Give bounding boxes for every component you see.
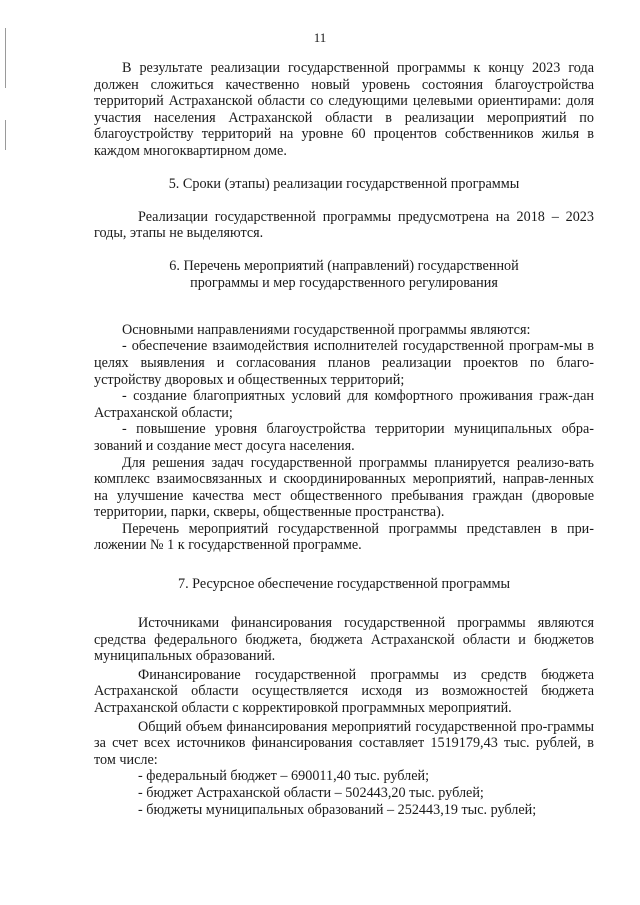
list-item: - бюджеты муниципальных образований – 252443,19 тыс. рублей; — [138, 801, 537, 818]
list-item: - повышение уровня благоустройства территории муниципальных обра-зований и создание мест досуга населения. — [94, 421, 594, 454]
list-item: - создание благоприятных условий для комфортного проживания граж-дан Астраханской области; — [94, 388, 594, 421]
section-heading: 5. Сроки (этапы) реализации государственной программы — [168, 175, 520, 192]
paragraph: Для решения задач государственной программы планируется реализо-вать комплекс взаимосвязанных и скоординированных мероприятий, направ-ленных на улучшение качества мест общественного пребывания граждан (дворовые территории, парки, скверы, общественные пространства). — [94, 454, 594, 521]
paragraph: Источниками финансирования государственной программы являются средства федерального бюджета, бюджета Астраханской области и бюджетов муниципальных образований. — [94, 615, 594, 665]
section-heading: 6. Перечень мероприятий (направлений) государственной программы и мер государственного регулирования — [169, 257, 519, 291]
paragraph: Реализации государственной программы предусмотрена на 2018 – 2023 годы, этапы не выделяются. — [94, 208, 594, 242]
paragraph: Основными направлениями государственной программы являются: — [122, 321, 531, 338]
scan-edge-mark — [5, 120, 6, 150]
paragraph: Перечень мероприятий государственной программы представлен в при-ложении № 1 к государственной программе. — [94, 520, 594, 554]
list-item: - федеральный бюджет – 690011,40 тыс. рублей; — [138, 768, 430, 785]
document-body — [94, 60, 594, 818]
section-heading: 7. Ресурсное обеспечение государственной программы — [177, 576, 511, 593]
paragraph: В результате реализации государственной программы к концу 2023 года должен сложиться качественно новый уровень состояния благоустройства территорий Астраханской области со следующими целевыми ориентирами: доля участия населения Астраханской области в реализации мероприятий по благоустройству территорий на уровне 60 процентов собственников жилья в каждом многоквартирном доме. — [94, 60, 594, 159]
paragraph: Общий объем финансирования мероприятий государственной про-граммы за счет всех источников финансирования составляет 1519179,43 тыс. рублей, в том числе: — [94, 718, 594, 768]
list-item: - бюджет Астраханской области – 502443,20 тыс. рублей; — [138, 785, 484, 801]
page-number: 11 — [313, 30, 327, 45]
paragraph: Финансирование государственной программы из средств бюджета Астраханской области осуществляется исходя из возможностей бюджета Астраханской области с корректировкой программных мероприятий. — [94, 666, 594, 717]
list-item: - обеспечение взаимодействия исполнителей государственной програм-мы в целях выявления и согласования планов реализации проектов по благо-устройству дворовых и общественных территорий; — [94, 338, 594, 388]
